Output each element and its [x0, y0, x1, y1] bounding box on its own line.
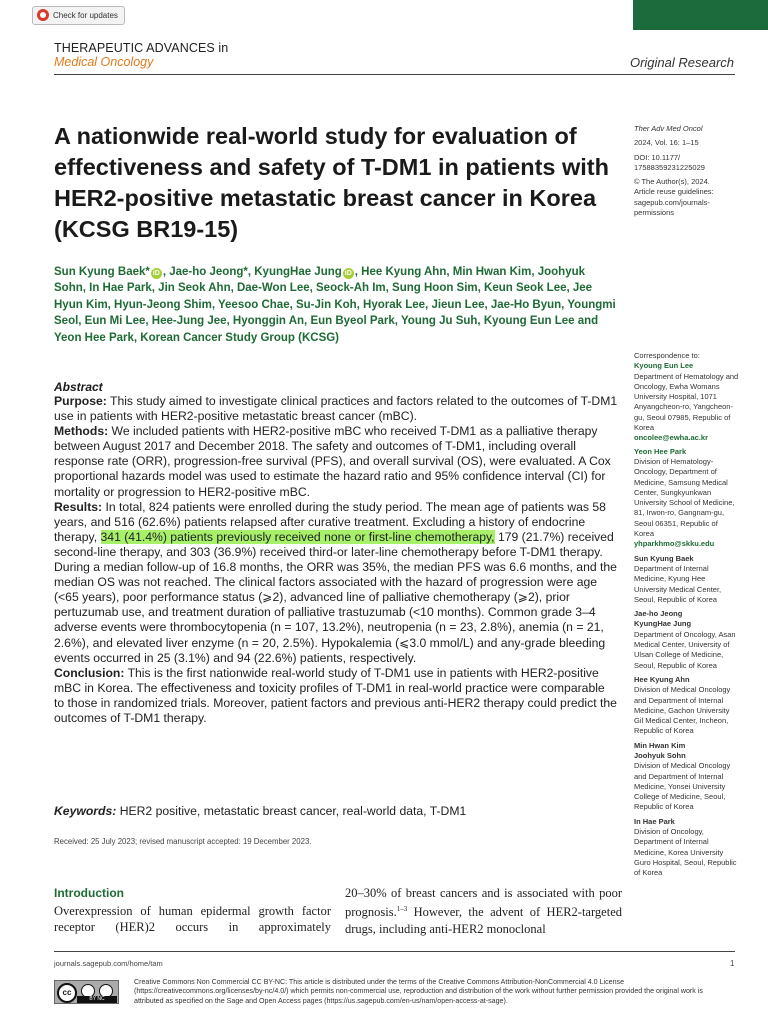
abstract-body — [54, 394, 618, 726]
correspondent-email[interactable]: oncolee@ewha.ac.kr — [634, 433, 709, 443]
affiliation-text: Department of Internal Medicine, Kyung Hee University Medical Center, Seoul, Republic of Korea — [634, 563, 722, 604]
correspondence-block — [634, 351, 739, 879]
journal-abbrev: Ther Adv Med Oncol — [634, 124, 703, 133]
abstract-heading: Abstract — [54, 380, 103, 394]
correspondent-email[interactable]: yhparkhmo@skku.edu — [634, 539, 715, 549]
highlighted-text[interactable]: 341 (41.4%) patients previously received none or first-line chemotherapy, — [100, 529, 495, 544]
correspondent-name: Kyoung Eun Lee — [634, 361, 694, 371]
affiliation-name: Sun Kyung Baek — [634, 553, 694, 563]
footer-divider — [54, 951, 735, 952]
affiliation-name: Jae-ho Jeong — [634, 609, 683, 619]
results-text: In total, 824 patients were enrolled during the study period. The mean age of patients was 58 years, and 516 (62.6%) patients relapsed after curative treatment. Excluding a history of endocrine therapy, — [54, 499, 606, 544]
affiliation-text: Division of Medical Oncology and Department of Internal Medicine, Gachon University Gil Medical Center, Incheon, Republic of Korea — [634, 685, 731, 736]
page-number: 1 — [730, 959, 735, 968]
abstract-purpose — [54, 394, 618, 424]
abstract-conclusion — [54, 666, 618, 726]
doi-line[interactable]: 17588359231225029 — [634, 162, 705, 172]
reuse-link[interactable]: sagepub.com/journals- — [634, 197, 710, 207]
affiliation-name: Min Hwan Kim — [634, 740, 686, 750]
header-divider — [54, 74, 735, 75]
keywords-label: Keywords: — [54, 804, 117, 818]
journal-url[interactable]: journals.sagepub.com/home/tam — [54, 959, 163, 968]
orcid-icon[interactable]: iD — [152, 270, 160, 277]
introduction-column-2 — [345, 885, 622, 937]
affiliation-text: Division of Medical Oncology and Department of Internal Medicine, Yonsei University College of Medicine, Seoul, Republic of Korea — [634, 761, 731, 812]
results-label: Results: — [54, 499, 103, 514]
license-caption: BY NC — [77, 996, 117, 1003]
article-title: A nationwide real-world study for evaluation of effectiveness and safety of T-DM1 in patients with HER2-positive metastatic breast cancer in Korea (KCSG BR19-15) — [54, 123, 609, 242]
cc-by-nc-badge — [54, 980, 119, 1004]
affiliation-text: Department of Oncology, Asan Medical Center, University of Ulsan College of Medicine, Seoul, Republic of Korea — [634, 629, 736, 670]
purpose-text: This study aimed to investigate clinical practices and factors related to the outcomes of T-DM1 use in patients with HER2-positive metastatic breast cancer (mBC). — [54, 394, 618, 424]
methods-label: Methods: — [54, 424, 109, 439]
article-meta — [634, 124, 739, 218]
intro-text: However, the advent of HER2-targeted drugs, including anti-HER2 monoclonal — [345, 905, 622, 936]
keywords — [54, 804, 466, 818]
copyright: © The Author(s), 2024. — [634, 177, 710, 187]
correspondent-affiliation: Division of Hematology-Oncology, Department of Medicine, Samsung Medical Center, Sungkyunkwan University School of Medicine, 81, Irwon-ro, Gangnam-gu, Seoul 06351, Republic of Korea — [634, 456, 735, 539]
introduction-heading: Introduction — [54, 886, 124, 900]
conclusion-label: Conclusion: — [54, 665, 125, 680]
conclusion-text: This is the first nationwide real-world study of T-DM1 use in patients with HER2-positive mBC in Korea. The effectiveness and toxicity profiles of T-DM1 in real-world practice were comparable to those in randomized trials. Moreover, patient factors and previous anti-HER2 therapy could predict the outcomes of T-DM1 therapy. — [54, 665, 617, 725]
reuse-link[interactable]: permissions — [634, 208, 675, 218]
methods-text: We included patients with HER2-positive mBC who received T-DM1 as a palliative therapy between August 2017 and December 2018. The safety and outcomes of T-DM1, including overall response rate (ORR), progression-free survival (PFS), and overall survival (OS), were evaluated. A Cox proportional hazards model was used to estimate the hazard ratio and 95% confidence interval (CI) for mortality or progression to HER2-positive mBC. — [54, 424, 611, 499]
doi-line[interactable]: DOI: 10.1177/ — [634, 152, 681, 162]
creative-commons-icon: cc — [57, 983, 77, 1003]
correspondence-label: Correspondence to: — [634, 351, 700, 360]
check-for-updates-label: Check for updates — [53, 11, 118, 20]
citation-ref[interactable]: 1–3 — [396, 905, 408, 914]
journal-color-block — [633, 0, 768, 30]
author-list — [54, 264, 619, 346]
results-text: 179 (21.7%) received second-line therapy, and 303 (36.9%) received third-or later-line chemotherapy before T-DM1 therapy. During a median follow-up of 16.8 months, the ORR was 35%, the median PFS was 6.6 months, and the median OS was not reached. The clinical factors associated with the hazard of progression were age (<65 years), poor performance status (⩾2), advanced line of palliative chemotherapy (⩾2), prior pertuzumab use, and treatment duration of palliative trastuzumab (<10 months). Common grade 3–4 adverse events were thrombocytopenia (n = 107, 13.2%), neutropenia (n = 23, 2.8%), anemia (n = 21, 2.6%), and elevated liver enzyme (n = 20, 2.5%). Hypokalemia (⩽3.0 mmol/L) and any-grade bleeding events occurred in 25 (3.1%) and 94 (22.6%) patients, respectively. — [54, 529, 617, 665]
intro-text: 20–30% of breast cancers and is associated with poor prognosis. — [345, 886, 622, 920]
license-text: Creative Commons Non Commercial CC BY-NC: This article is distributed under the terms of the Creative Commons Attribution-NonCommercial 4.0 License (https://creativecommons.org/licenses/by-nc/4.0/) which permits non-commercial use, reproduction and distribution of the work without further permission provided the original work is attributed as specified on the Sage and Open Access pages (https://us.sagepub.com/en-us/nam/open-access-at-sage). — [134, 978, 703, 1005]
journal-subtitle: Medical Oncology — [54, 55, 154, 69]
affiliation-name: In Hae Park — [634, 816, 675, 826]
author-text: , Hee Kyung Ahn, Min Hwan Kim, Joohyuk Sohn, In Hae Park, Jin Seok Ahn, Dae-Won Lee, Seock-Ah Im, Sung Hoon Sim, Keun Seok Lee, Jee Hyun Kim, Hyun-Jeong Shim, Yeesoo Chae, Su-Jin Koh, Hyorak Lee, Jieun Lee, Jae-Ho Byun, Youngmi Seol, Eun Mi Lee, Hee-Jung Jee, Hyonggin An, Eun Byeol Park, Young Ju Suh, Kyoung Eun Lee and Yeon Hee Park, Korean Cancer Study Group (KCSG) — [54, 266, 616, 344]
affiliation-name: KyungHae Jung — [634, 619, 692, 629]
updates-icon — [37, 9, 49, 21]
correspondent-name: Yeon Hee Park — [634, 446, 687, 456]
author-text: Sun Kyung Baek* — [54, 266, 150, 278]
volume: 2024, Vol. 16: 1–15 — [634, 138, 699, 148]
received-dates: Received: 25 July 2023; revised manuscript accepted: 19 December 2023. — [54, 837, 312, 846]
journal-name: THERAPEUTIC ADVANCES in — [54, 41, 229, 55]
article-type: Original Research — [629, 55, 734, 70]
abstract-results — [54, 500, 618, 666]
reuse-text: Article reuse guidelines: — [634, 187, 714, 197]
author-text: , Jae-ho Jeong*, KyungHae Jung — [162, 266, 342, 278]
keywords-text: HER2 positive, metastatic breast cancer, real-world data, T-DM1 — [116, 804, 467, 818]
introduction-column-1: Overexpression of human epidermal growth factor receptor (HER)2 occurs in approximately — [54, 904, 331, 935]
purpose-label: Purpose: — [54, 394, 107, 408]
affiliation-name: Hee Kyung Ahn — [634, 674, 690, 684]
affiliation-text: Division of Oncology, Department of Internal Medicine, Korea University Guro Hospital, Seoul, Republic of Korea — [634, 827, 737, 878]
abstract-methods — [54, 424, 618, 499]
correspondent-affiliation: Department of Hematology and Oncology, Ewha Womans University Hospital, 1071 Anyangcheon-ro, Yangcheon-gu, Seoul 07985, Republic of Korea — [634, 371, 739, 433]
check-for-updates-button[interactable] — [32, 6, 125, 25]
affiliation-name: Joohyuk Sohn — [634, 750, 686, 760]
orcid-icon[interactable]: iD — [344, 270, 352, 277]
